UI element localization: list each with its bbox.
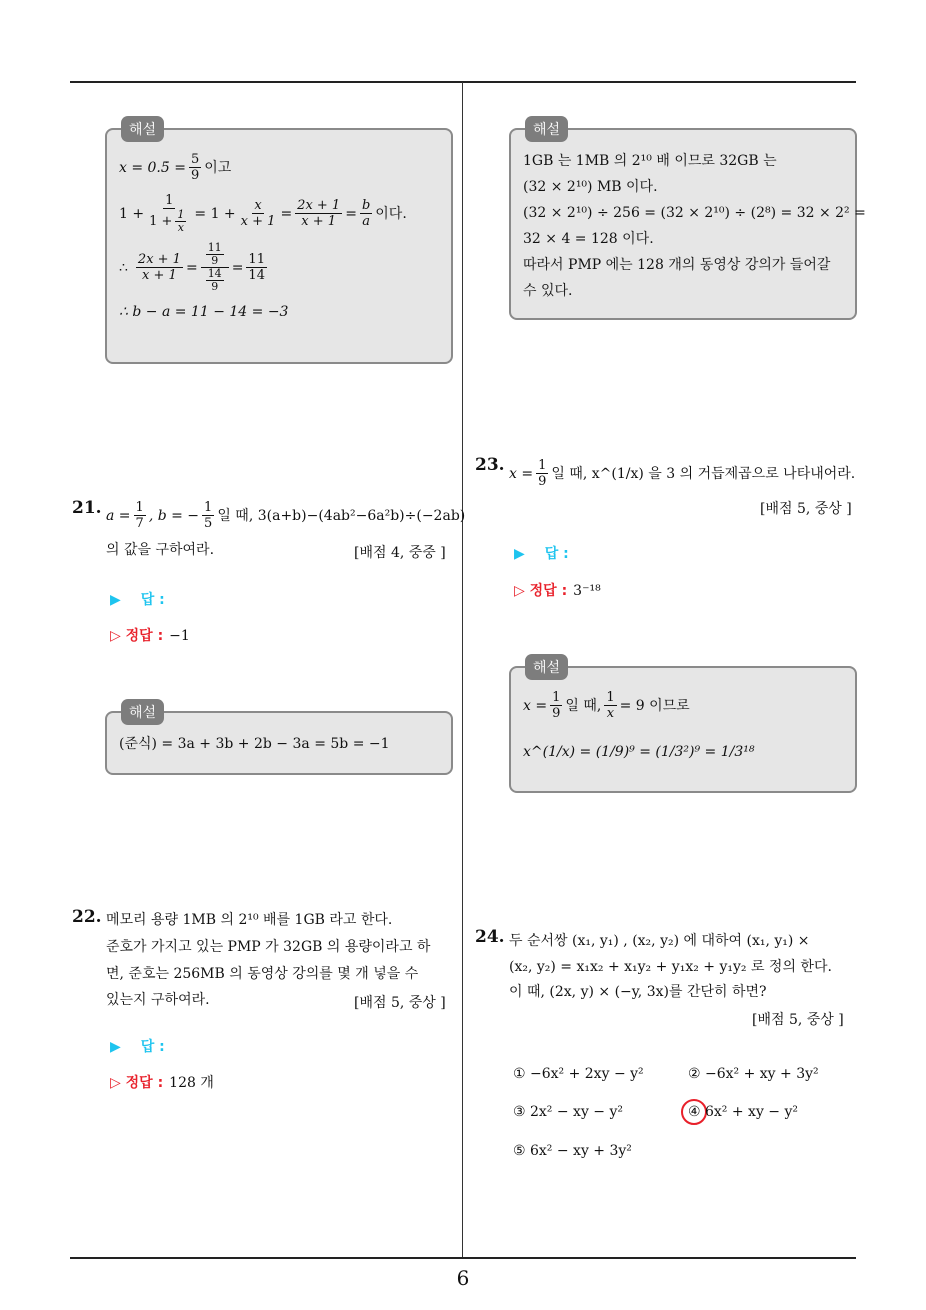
question-number-22: 22. <box>72 907 102 927</box>
solution-tag: 해설 <box>525 654 568 680</box>
question-22-line4: 있는지 구하여라. <box>106 992 210 1008</box>
sol20-line3: ∴ $\frac{2x + 1}{x + 1}$ = $\frac{\frac{11}{9}}{\frac{14}{9}}$ = $\frac{11}{14}$ <box>119 241 265 293</box>
page-number: 6 <box>456 1266 470 1290</box>
question-22-line3: 면, 준호는 256MB 의 동영상 강의를 몇 개 넣을 수 <box>106 966 419 982</box>
fraction: 1 1 + $\frac{1}{x}$ <box>149 193 185 234</box>
fraction: $\frac{2x + 1}{x + 1}$ <box>297 198 341 229</box>
fraction: $\frac{1}{9}$ <box>552 690 561 721</box>
correct-answer-22: ▷ 정답 : 128 개 <box>110 1075 214 1091</box>
question-number-23: 23. <box>475 455 505 475</box>
sol22-line6: 수 있다. <box>523 283 573 299</box>
sol20-line4: ∴ b − a = 11 − 14 = −3 <box>119 304 289 320</box>
solution-box-21 <box>105 705 453 775</box>
hollow-triangle-icon: ▷ <box>110 628 126 644</box>
fraction: $\frac{5}{9}$ <box>190 152 200 183</box>
solution-tag: 해설 <box>121 699 164 725</box>
question-number-21: 21. <box>72 498 102 518</box>
sol20-line2: 1 + 1 1 + $\frac{1}{x}$ = 1 + $\frac{x}{x + 1}$ = $\frac{2x + 1}{x + 1}$ = $\frac{b}{a}$ 이다. <box>119 193 407 234</box>
fraction: $\frac{b}{a}$ <box>361 198 371 229</box>
fraction: $\frac{x}{x + 1}$ <box>240 198 276 229</box>
fraction: $\frac{\frac{11}{9}}{\frac{14}{9}}$ <box>201 242 229 293</box>
hollow-triangle-icon: ▷ <box>110 1075 126 1091</box>
column-divider <box>462 82 463 1258</box>
correct-answer-21: ▷ 정답 : −1 <box>110 628 190 644</box>
play-icon: ▶ <box>110 1039 121 1055</box>
fraction: $\frac{1}{x}$ <box>606 690 615 721</box>
score-22: [배점 5, 중상 ] <box>354 995 446 1011</box>
sol22-line3: (32 × 2¹⁰) ÷ 256 = (32 × 2¹⁰) ÷ (2⁸) = 32 × 2² = <box>523 205 866 221</box>
sol22-line5: 따라서 PMP 에는 128 개의 동영상 강의가 들어갈 <box>523 257 831 273</box>
question-22-line2: 준호가 가지고 있는 PMP 가 32GB 의 용량이라고 하 <box>106 939 431 955</box>
correct-answer-23: ▷ 정답 : 3⁻¹⁸ <box>514 583 601 599</box>
score-24: [배점 5, 중상 ] <box>752 1012 844 1028</box>
fraction: $\frac{11}{14}$ <box>248 252 265 283</box>
bottom-rule <box>70 1257 856 1259</box>
question-24-line2: (x₂, y₂) = x₁x₂ + x₁y₂ + y₁x₂ + y₁y₂ 로 정의 한다. <box>509 959 832 975</box>
question-21-line2: 의 값을 구하여라. <box>106 542 215 558</box>
play-icon: ▶ <box>110 592 121 608</box>
fraction: $\frac{2x + 1}{x + 1}$ <box>137 252 181 283</box>
sol22-line1: 1GB 는 1MB 의 2¹⁰ 배 이므로 32GB 는 <box>523 153 777 169</box>
question-23-line1: x = $\frac{1}{9}$ 일 때, x^(1/x) 을 3 의 거듭제곱으로 나타내어라. <box>509 458 856 489</box>
sol22-line2: (32 × 2¹⁰) MB 이다. <box>523 179 658 195</box>
sol21-line: (준식) = 3a + 3b + 2b − 3a = 5b = −1 <box>119 736 390 752</box>
question-21-line1: a = $\frac{1}{7}$ , b = − $\frac{1}{5}$ 일 때, 3(a+b)−(4ab²−6a²b)÷(−2ab) <box>106 500 466 531</box>
choice-5[interactable]: ⑤ 6x² − xy + 3y² <box>513 1143 632 1159</box>
question-24-line1: 두 순서쌍 (x₁, y₁) , (x₂, y₂) 에 대하여 (x₁, y₁) × <box>509 933 810 949</box>
choice-2[interactable]: ② −6x² + xy + 3y² <box>688 1066 819 1082</box>
top-rule <box>70 81 856 83</box>
sol23-line2: x^(1/x) = (1/9)⁹ = (1/3²)⁹ = 1/3¹⁸ <box>523 744 755 760</box>
choice-4[interactable]: ④ 6x² + xy − y² <box>688 1104 799 1120</box>
choice-3[interactable]: ③ 2x² − xy − y² <box>513 1104 624 1120</box>
play-icon: ▶ <box>514 546 525 562</box>
question-number-24: 24. <box>475 927 505 947</box>
fraction: $\frac{1}{5}$ <box>204 500 213 531</box>
score-23: [배점 5, 중상 ] <box>760 501 852 517</box>
choice-1[interactable]: ① −6x² + 2xy − y² <box>513 1066 644 1082</box>
sol22-line4: 32 × 4 = 128 이다. <box>523 231 654 247</box>
question-22-line1: 메모리 용량 1MB 의 2¹⁰ 배를 1GB 라고 한다. <box>106 912 393 928</box>
solution-tag: 해설 <box>525 116 568 142</box>
answer-label-21: ▶ 답 : <box>110 592 165 608</box>
solution-box-20 <box>105 122 453 364</box>
fraction: $\frac{1}{9}$ <box>538 458 547 489</box>
score-21: [배점 4, 중중 ] <box>354 545 446 561</box>
solution-tag: 해설 <box>121 116 164 142</box>
sol20-line1: x = 0.5̇ = $\frac{5}{9}$ 이고 <box>119 152 232 183</box>
hollow-triangle-icon: ▷ <box>514 583 530 599</box>
fraction: $\frac{1}{7}$ <box>135 500 144 531</box>
answer-label-23: ▶ 답 : <box>514 546 569 562</box>
answer-label-22: ▶ 답 : <box>110 1039 165 1055</box>
solution-box-22 <box>509 122 866 320</box>
sol23-line1: x = $\frac{1}{9}$ 일 때, $\frac{1}{x}$ = 9 이므로 <box>523 690 690 721</box>
question-24-line3: 이 때, (2x, y) × (−y, 3x)를 간단히 하면? <box>509 984 767 1000</box>
solution-box-23 <box>509 660 857 793</box>
